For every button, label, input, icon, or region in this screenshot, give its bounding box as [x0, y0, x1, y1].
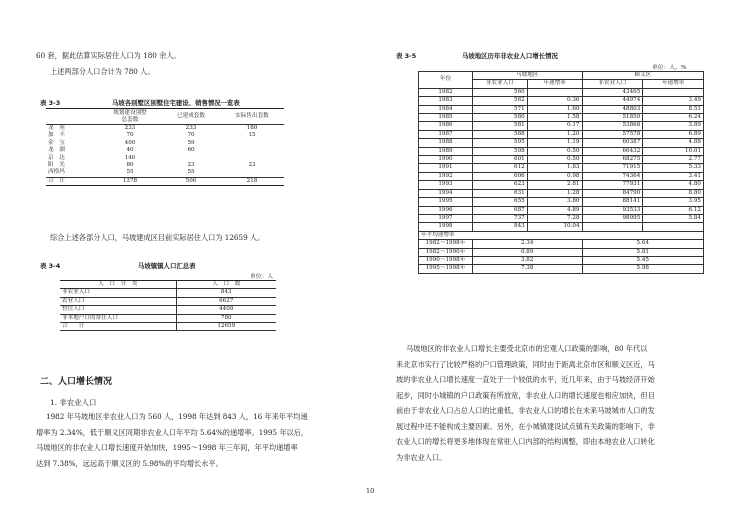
left-body: [36, 409, 346, 471]
table-cell: 598: [472, 147, 527, 155]
table-cell: 7.38: [472, 265, 582, 273]
table-cell: 0.17: [527, 122, 582, 130]
table-cell: 623: [472, 181, 527, 189]
table-cell: 233: [124, 125, 136, 131]
table-row: [419, 122, 704, 130]
table-row: [419, 139, 704, 147]
table-cell: 780: [176, 314, 276, 322]
table-cell: 233: [185, 125, 197, 131]
table-cell: 60: [187, 147, 195, 154]
table-3-5-header-shunyi: 顺义区: [582, 72, 704, 80]
table-cell: 1.83: [527, 164, 582, 172]
table-cell: 10.04: [527, 223, 582, 231]
table-cell: 1990: [419, 156, 473, 164]
table-cell: 4409: [176, 306, 276, 314]
table-cell: 1997: [419, 214, 473, 222]
table-cell: 1985: [419, 114, 473, 122]
table-cell: 5.33: [643, 164, 704, 172]
table-row: [60, 289, 276, 297]
table-row: [60, 314, 276, 322]
table-cell: 71915: [582, 164, 643, 172]
table-row: [46, 177, 284, 185]
table-row: [419, 198, 704, 206]
table-cell: 687: [472, 206, 527, 214]
table-cell: 1992: [419, 172, 473, 180]
table-cell: [643, 223, 704, 231]
table-cell: 1994: [419, 189, 473, 197]
left-body-line: 达到 7.38%，远远高于顺义区的 5.98%的平均增长水平。: [36, 458, 223, 468]
table-cell: 3.41: [643, 172, 704, 180]
table-cell: 48803: [582, 105, 643, 113]
table-3-5-title: 马坡地区历年非农业人口增长情况: [462, 52, 558, 60]
table-cell: 51850: [582, 114, 643, 122]
table-cell: 1982～1990年: [419, 248, 473, 256]
table-row: [419, 130, 704, 138]
table-cell: 阳 光: [48, 162, 65, 169]
table-cell: 1987: [419, 130, 473, 138]
table-cell: 70: [126, 132, 134, 139]
table-row: [60, 297, 276, 305]
table-cell: 3.49: [643, 97, 704, 105]
table-cell: 4.88: [643, 139, 704, 147]
table-cell: 595: [472, 139, 527, 147]
table-row-average: [419, 248, 704, 256]
table-cell: 1.60: [527, 105, 582, 113]
table-3-4-header-category: 人 口 分 类: [60, 281, 176, 289]
table-cell: 23: [187, 162, 195, 169]
table-cell: 1983: [419, 97, 473, 105]
table-row: [419, 114, 704, 122]
table-3-5-subheader: 非农业人口: [472, 80, 527, 88]
table-row-average: [419, 240, 704, 248]
section-heading: 二、人口增长情况: [40, 377, 113, 387]
table-cell: 43465: [582, 88, 643, 96]
table-cell: 6.89: [643, 130, 704, 138]
table-row: [419, 88, 704, 96]
intro-line-2: 上述两部分人口合计为 780 人。: [50, 67, 155, 76]
table-cell: 581: [472, 122, 527, 130]
table-row: [46, 147, 284, 154]
table-row: [419, 181, 704, 189]
table-cell: 84790: [582, 189, 643, 197]
table-cell: 加 丰: [48, 132, 65, 139]
table-cell: 5.45: [582, 256, 704, 264]
table-3-4-header-count: 人 口 数: [176, 281, 276, 289]
table-3-5-subheader: 年递增率: [643, 80, 704, 88]
table-3-5-subheader: 非农业人口: [582, 80, 643, 88]
table-cell: 98995: [582, 214, 643, 222]
table-cell-average-label: 年平均递增率: [419, 231, 704, 239]
table-cell: 5.84: [643, 214, 704, 222]
table-row: [46, 162, 284, 169]
table-row: [419, 214, 704, 222]
table-cell: 暂住人口: [60, 306, 176, 314]
table-cell: 1984: [419, 105, 473, 113]
table-cell: 1998: [419, 223, 473, 231]
table-3-5: [418, 71, 704, 274]
table-row-average-label: [419, 231, 704, 239]
table-cell: 1.28: [527, 189, 582, 197]
right-body-line: 展过程中还不能构成主要因素。另外，在小城镇建设试点镇有关政策的影响下，非: [396, 421, 655, 431]
table-cell: 5.98: [582, 265, 704, 273]
table-cell: 843: [472, 223, 527, 231]
table-cell: 59: [187, 139, 195, 146]
intro-line-1: 60 套，据此估算实际居住人口为 180 余人。: [36, 51, 181, 60]
table-cell: 6627: [176, 297, 276, 305]
table-cell: 2.34: [472, 240, 582, 248]
table-cell: 1.19: [527, 139, 582, 147]
table-cell: 农业人口: [60, 297, 176, 305]
table-cell: 218: [220, 177, 284, 185]
left-body-line: 增率为 2.34%，低于顺义区同期非农业人口年平均 5.64%的递增率。1995 年以后，: [36, 427, 309, 437]
table-cell: 3.89: [643, 122, 704, 130]
summary-line: 综合上述各部分人口，马坡建成区目前实际居住人口为 12659 人。: [50, 233, 265, 242]
table-cell: 1991: [419, 164, 473, 172]
table-row: [60, 323, 276, 331]
table-row: [419, 189, 704, 197]
table-row: [46, 125, 284, 133]
table-cell: 40: [126, 147, 134, 154]
table-3-4-title: 马坡镇镇人口汇总表: [138, 262, 196, 270]
table-row: [46, 140, 284, 147]
right-body-line: 为非农业人口。: [396, 452, 447, 462]
table-cell: 77931: [582, 181, 643, 189]
table-3-4: [60, 280, 276, 331]
table-cell: 140: [124, 154, 136, 161]
table-3-3: [46, 108, 284, 186]
right-body-line: 前由于非农业人口占总人口的比重低，非农业人口的增长在未来马坡城市人口的发: [396, 406, 655, 415]
table-cell: 0.50: [527, 156, 582, 164]
table-cell: 1993: [419, 181, 473, 189]
table-cell: 1990～1998年: [419, 256, 473, 264]
right-body-line: 马坡地区的非农业人口增长主要受北京市的宏观人口政策的影响，80 年代以: [406, 344, 648, 353]
table-3-4-number: 表 3-4: [40, 262, 61, 270]
table-cell: 0.98: [527, 172, 582, 180]
table-3-3-header-sold: 实际售出套数: [220, 109, 284, 125]
table-cell: [220, 155, 284, 162]
table-cell: 0.89: [472, 248, 582, 256]
table-cell: 0.36: [527, 97, 582, 105]
left-body-line: 马坡地区的非农业人口增长速度开始加快，1995～1998 年三年间，年平均递增率: [36, 443, 298, 452]
table-3-3-header-built: 已建成套数: [162, 109, 220, 125]
table-row: [46, 169, 284, 177]
table-row-average: [419, 265, 704, 273]
table-cell: 7.28: [527, 214, 582, 222]
table-3-5-unit: 单位：人，%: [652, 65, 687, 71]
left-body-line: 1982 年马坡地区非农业人口为 560 人，1998 年达到 843 人，16 年来年平均递: [46, 412, 308, 421]
table-cell: 93533: [582, 206, 643, 214]
table-cell: 70: [187, 132, 195, 139]
table-cell: 4.89: [527, 206, 582, 214]
table-cell: 合 计: [46, 177, 98, 185]
table-row-average: [419, 256, 704, 264]
table-cell: 44974: [582, 97, 643, 105]
table-cell: 8.51: [643, 105, 704, 113]
table-cell: 60387: [582, 139, 643, 147]
table-cell: 京 达: [48, 154, 65, 161]
table-cell: 10.01: [643, 147, 704, 155]
table-row: [419, 147, 704, 155]
table-cell: [527, 88, 582, 96]
table-cell: [220, 147, 284, 154]
table-cell: 3.80: [527, 198, 582, 206]
table-cell: 500: [162, 177, 220, 185]
table-cell: 23: [248, 162, 256, 169]
table-cell: 1989: [419, 147, 473, 155]
table-cell: 合 计: [60, 323, 176, 331]
subsection-heading: 1. 非农业人口: [50, 398, 97, 407]
table-row: [46, 132, 284, 139]
table-cell: 57578: [582, 130, 643, 138]
table-cell: 非农业人口: [60, 289, 176, 297]
table-cell: 68275: [582, 156, 643, 164]
table-cell: 1.20: [527, 130, 582, 138]
table-cell: 66432: [582, 147, 643, 155]
table-row: [46, 155, 284, 162]
table-cell: 562: [472, 97, 527, 105]
table-cell: 1995～1998年: [419, 265, 473, 273]
table-cell: 15: [248, 132, 256, 139]
table-cell: 1986: [419, 122, 473, 130]
table-cell: 1982～1998年: [419, 240, 473, 248]
right-body-line: 坡的非农业人口增长速度一直处于一个较低的水平，近几年来，由于马坡经济开始: [396, 375, 655, 384]
table-cell: [162, 155, 220, 162]
table-cell: 4.80: [643, 181, 704, 189]
table-3-4-unit: 单位：人: [250, 274, 274, 280]
table-cell: 5.81: [582, 248, 704, 256]
table-cell: 580: [472, 114, 527, 122]
table-3-3-header-blank: [46, 109, 98, 125]
table-row: [419, 206, 704, 214]
table-3-5-number: 表 3-5: [396, 52, 417, 60]
table-cell: 74364: [582, 172, 643, 180]
table-cell: 8.80: [643, 189, 704, 197]
table-3-3-number: 表 3-3: [40, 99, 61, 107]
table-cell: 1996: [419, 206, 473, 214]
table-3-3-title: 马坡各别墅区别墅住宅建设、销售情况一览表: [112, 99, 240, 107]
table-cell: 5.64: [582, 240, 704, 248]
table-3-5-subheader: 年递增率: [527, 80, 582, 88]
table-cell: 龙 苑: [48, 125, 65, 131]
table-cell: 12659: [176, 323, 276, 331]
table-cell: 737: [472, 214, 527, 222]
table-cell: 1378: [98, 177, 162, 185]
table-cell: [582, 223, 643, 231]
table-row: [419, 172, 704, 180]
page-number: 10: [366, 487, 375, 495]
table-cell: 1988: [419, 139, 473, 147]
table-cell: 6.12: [643, 206, 704, 214]
table-cell: 1995: [419, 198, 473, 206]
table-cell: 843: [176, 289, 276, 297]
table-3-5-header-mapo: 马坡地区: [472, 72, 582, 80]
table-cell: 631: [472, 189, 527, 197]
table-cell: 3.82: [472, 256, 582, 264]
table-cell: [220, 140, 284, 147]
table-cell: 0.50: [527, 147, 582, 155]
table-3-3-header-planned: 规划建设别墅 总套数: [98, 109, 162, 125]
table-cell: 1.58: [527, 114, 582, 122]
table-cell: [643, 88, 704, 96]
table-cell: 西格玛: [48, 169, 65, 176]
table-row: [419, 164, 704, 172]
table-row: [419, 223, 704, 231]
table-cell: 655: [472, 198, 527, 206]
table-cell: 571: [472, 105, 527, 113]
table-cell: 606: [472, 172, 527, 180]
table-cell: 龙 湖: [48, 147, 65, 154]
table-cell: 588: [472, 130, 527, 138]
table-cell: 55: [187, 169, 195, 176]
table-cell: 1982: [419, 88, 473, 96]
table-cell: 2.81: [527, 181, 582, 189]
table-cell: 612: [472, 164, 527, 172]
table-cell: [220, 169, 284, 177]
right-body: [396, 341, 718, 465]
table-cell: 80: [126, 162, 134, 169]
table-cell: 55: [126, 169, 134, 176]
table-cell: 601: [472, 156, 527, 164]
right-body-line: 农业人口的增长将更多地体现在常驻人口内部的结构调整，即由本地农业人口转化: [396, 437, 655, 446]
table-cell: 3.95: [643, 198, 704, 206]
table-cell: 180: [246, 125, 258, 131]
table-row: [419, 156, 704, 164]
table-row: [419, 97, 704, 105]
table-cell: 400: [124, 139, 136, 146]
table-cell: 金 宝: [48, 139, 65, 146]
right-body-line: 来北京市实行了比较严格的户口管理政策，同时由于距离北京市区和顺义区近，马: [396, 359, 655, 369]
table-row: [60, 306, 276, 314]
table-cell: 560: [472, 88, 527, 96]
table-cell: 非本地户口的常住人口: [60, 314, 176, 322]
table-row: [419, 105, 704, 113]
table-cell: 53868: [582, 122, 643, 130]
table-cell: 6.24: [643, 114, 704, 122]
table-3-5-header-year: 年份: [419, 72, 473, 89]
right-body-line: 起步，同时小城镇的户口政策有所放宽，非农业人口的增长速度也相应加快，但目: [396, 390, 655, 400]
table-cell: 88141: [582, 198, 643, 206]
table-cell: 2.77: [643, 156, 704, 164]
